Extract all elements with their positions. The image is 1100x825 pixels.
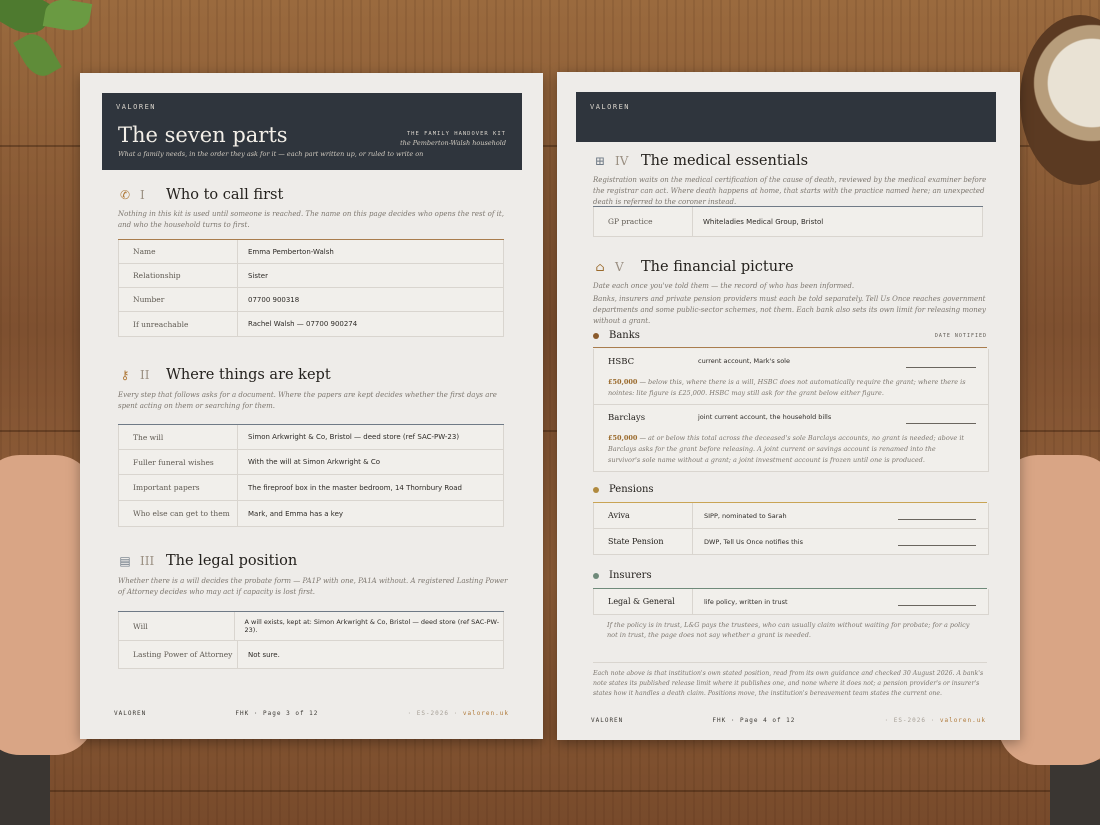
insurer-name: Legal & General (608, 597, 675, 606)
page-3 (80, 73, 543, 739)
pension-entry (593, 529, 989, 555)
household-name: the Pemberton-Walsh household (400, 139, 506, 147)
note-text: — below this, where there is a will, HSBC does not automatically require the grant; where there is nointes: lite figure is £25,000. HSBC may still ask for the grant below either figure. (608, 378, 966, 397)
section-intro: Registration waits on the medical certification of the cause of death, reviewed by the medical examiner before the registrar can act. Where death happens at home, that starts with the practice named here; an unexpected death is referred to the coroner instead. (593, 176, 987, 206)
row-label: Important papers (119, 475, 238, 500)
row-label: GP practice (594, 207, 693, 236)
right-sleeve (1050, 760, 1100, 825)
table-row (118, 641, 504, 669)
section-intro: Date each once you've told them — the record of who has been informed. (593, 282, 855, 290)
kit-label: THE FAMILY HANDOVER KIT (406, 131, 506, 137)
contact-table (118, 239, 504, 337)
row-value: The fireproof box in the master bedroom, 14 Thornbury Road (248, 483, 462, 492)
insurer-entry (593, 589, 989, 615)
section-intro: Nothing in this kit is used until someone is reached. The name on this page decides who opens the rest of it, and who the household turns to first. (118, 210, 504, 229)
pension-name: Aviva (608, 511, 630, 520)
bank-icon: ⌂ (595, 260, 605, 274)
row-value: 07700 900318 (248, 295, 300, 304)
bank-entry (593, 405, 989, 472)
table-row (118, 450, 504, 475)
page-subtitle: What a family needs, in the order they ask for it — each part written up, or ruled to write on (118, 150, 424, 158)
section-number: I (140, 188, 145, 202)
date-signature-line[interactable] (906, 367, 976, 368)
insurers-heading (593, 570, 987, 581)
section-intro: Whether there is a will decides the probate form — PA1P with one, PA1A without. A registered Lasting Power of Attorney decides who may act if capacity is lost first. (118, 577, 508, 596)
bank-entry (593, 349, 989, 405)
banks-heading (593, 330, 987, 341)
brand-logo: VALOREN (116, 103, 157, 111)
row-value: Emma Pemberton-Walsh (248, 247, 334, 256)
section-heading (593, 259, 794, 275)
row-label: Will (119, 612, 235, 640)
section-title: Where things are kept (166, 367, 331, 383)
coffee-cup (1020, 15, 1100, 185)
column-divider (692, 529, 693, 554)
page-number: FHK · Page 3 of 12 (235, 710, 319, 717)
pension-description: SIPP, nominated to Sarah (704, 512, 787, 520)
table-row (118, 264, 504, 288)
date-notified-label: DATE NOTIFIED (934, 332, 987, 339)
row-label: Number (119, 288, 238, 311)
section-intro: Every step that follows asks for a document. Where the papers are kept decides whether the first days are spent acting on them or searching for them. (118, 391, 497, 410)
document-icon: ▤ (119, 554, 131, 568)
table-row (593, 207, 983, 237)
row-value: A will exists, kept at: Simon Arkwright & Co, Bristol — deed store (ref SAC-PW-23). (244, 618, 500, 634)
section-number: IV (615, 154, 629, 168)
banks-rule (593, 347, 987, 348)
header-band (102, 93, 522, 170)
brand-logo: VALOREN (590, 103, 631, 111)
closing-note: Each note above is that institution's own stated position, read from its own guidance and checked 30 August 2026. A bank's note states its published release limit where it publishes one, and none where it does not; a pension provider's or insurer's states how it handles a death claim. Positions move, the institution's bereavement team states the current one. (593, 670, 984, 697)
row-value: Not sure. (248, 650, 280, 659)
bank-note (608, 377, 968, 399)
edition-label: · ES-2026 · (407, 710, 459, 717)
row-label: Lasting Power of Attorney (119, 641, 238, 668)
table-row (118, 612, 504, 641)
footer-brand: VALOREN (114, 710, 147, 717)
site-link[interactable]: valoren.uk (939, 717, 986, 724)
key-icon: ⚷ (120, 368, 130, 382)
section-title: The medical essentials (641, 153, 809, 169)
pensions-heading (593, 484, 987, 495)
page-4 (557, 72, 1020, 740)
column-divider (692, 589, 693, 614)
pension-name: State Pension (608, 537, 664, 546)
footer-brand: VALOREN (591, 717, 624, 724)
plant-leaf (43, 0, 93, 34)
table-row (118, 288, 504, 312)
bank-name: HSBC (608, 357, 635, 367)
release-limit: £50,000 (608, 378, 638, 386)
pension-description: DWP, Tell Us Once notifies this (704, 538, 803, 546)
date-signature-line[interactable] (898, 545, 976, 546)
group-title: Banks (609, 330, 640, 341)
table-row (118, 475, 504, 501)
section-title: The financial picture (641, 259, 794, 275)
divider (593, 662, 987, 663)
medical-cross-icon: ⊞ (594, 154, 606, 168)
section-heading (118, 187, 283, 203)
row-value: Whiteladies Medical Group, Bristol (703, 217, 824, 226)
section-number: II (140, 368, 150, 382)
page-footer (114, 710, 509, 717)
legal-table (118, 611, 504, 669)
section-heading (118, 367, 331, 383)
group-title: Pensions (609, 484, 654, 495)
row-value: Rachel Walsh — 07700 900274 (248, 320, 358, 328)
row-value: Simon Arkwright & Co, Bristol — deed store (ref SAC-PW-23) (248, 433, 460, 441)
row-label: If unreachable (119, 312, 238, 336)
row-value: Sister (248, 271, 268, 280)
section-intro: Banks, insurers and private pension providers must each be told separately. Tell Us Once reaches government departments and some public-sector schemes, not them. Each bank also sets its own limit for releasing money without a grant. (593, 295, 986, 325)
section-title: Who to call first (166, 187, 284, 203)
row-value: Mark, and Emma has a key (248, 509, 344, 518)
bullet-dot (593, 333, 599, 339)
row-label: Name (119, 240, 238, 263)
edition-label: · ES-2026 · (884, 717, 936, 724)
section-number: V (615, 260, 624, 274)
table-row (118, 312, 504, 337)
section-title: The legal position (166, 553, 298, 569)
row-label: Relationship (119, 264, 238, 287)
row-label: Fuller funeral wishes (119, 450, 238, 474)
release-limit: £50,000 (608, 434, 638, 442)
pension-entry (593, 503, 989, 529)
insurer-note: If the policy is in trust, L&G pays the trustees, who can usually claim without waiting for probate; for a policy not in trust, the page does not say whether a grant is needed. (607, 621, 970, 639)
bullet-dot (593, 573, 599, 579)
site-link[interactable]: valoren.uk (462, 710, 509, 717)
bullet-dot (593, 487, 599, 493)
bank-name: Barclays (608, 413, 646, 423)
insurer-description: life policy, written in trust (704, 598, 788, 606)
row-label: The will (119, 425, 238, 449)
page-footer (591, 717, 986, 724)
bank-note (608, 433, 968, 466)
table-row (118, 240, 504, 264)
group-title: Insurers (609, 570, 652, 581)
phone-icon: ✆ (119, 188, 131, 202)
section-heading (593, 153, 808, 169)
table-row (118, 425, 504, 450)
bank-description: joint current account, the household bills (698, 413, 832, 421)
page-number: FHK · Page 4 of 12 (712, 717, 796, 724)
column-divider (692, 503, 693, 528)
date-signature-line[interactable] (906, 423, 976, 424)
page-title: The seven parts (118, 123, 288, 147)
section-heading (118, 553, 297, 569)
date-signature-line[interactable] (898, 605, 976, 606)
table-row (118, 501, 504, 527)
header-band (576, 92, 996, 142)
row-label: Who else can get to them (119, 501, 238, 526)
wood-plank-seam (0, 790, 1100, 792)
plant-leaf (13, 28, 61, 82)
row-value: With the will at Simon Arkwright & Co (248, 458, 380, 466)
section-number: III (140, 554, 155, 568)
date-signature-line[interactable] (898, 519, 976, 520)
medical-table (593, 206, 983, 237)
note-text: — at or below this total across the deceased's sole Barclays accounts, no grant is needed; above it Barclays asks for the grant before releasing. A joint current or savings account is renamed into the survivor's sole name without a grant; a joint investment account is frozen until one is produced. (608, 434, 965, 464)
bank-description: current account, Mark's sole (698, 357, 790, 365)
locations-table (118, 424, 504, 527)
